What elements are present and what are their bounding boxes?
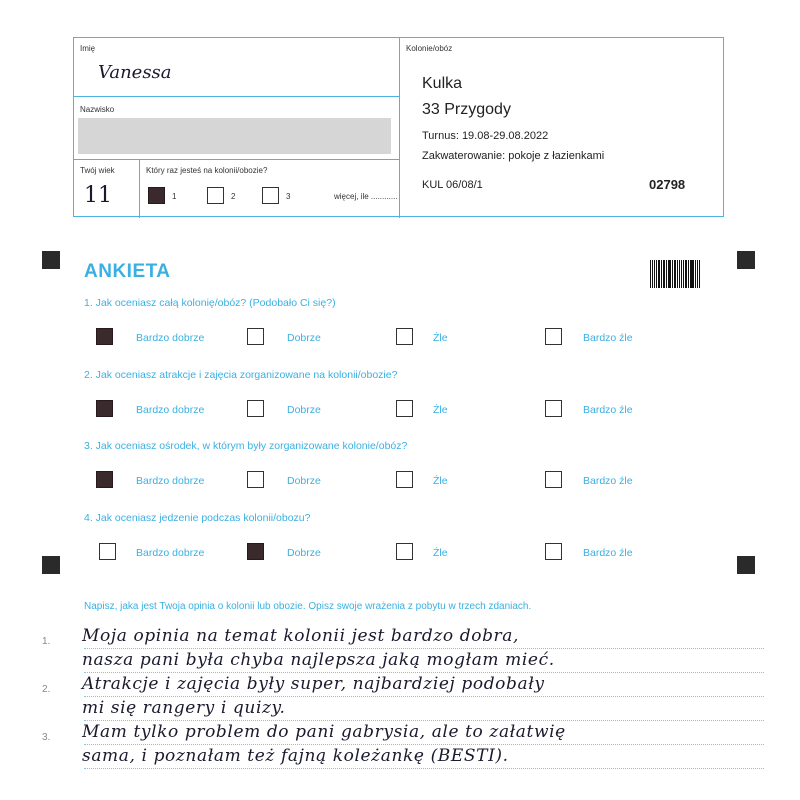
- barcode-bar: [695, 260, 696, 288]
- q1-option-zle: Źle: [433, 332, 448, 344]
- barcode-bar: [650, 260, 651, 288]
- barcode-bar: [699, 260, 700, 288]
- ktory-option-3: 3: [286, 192, 291, 201]
- line-number-3: 3.: [42, 732, 51, 743]
- answer-line: [84, 720, 764, 721]
- ktory-other[interactable]: więcej, ile ............: [334, 192, 398, 201]
- barcode-bar: [690, 260, 691, 288]
- q3-checkbox-bardzo-zle[interactable]: [545, 471, 562, 488]
- q1-option-dobrze: Dobrze: [287, 332, 321, 344]
- header-form: [73, 37, 724, 217]
- q3-checkbox-zle[interactable]: [396, 471, 413, 488]
- zakwaterowanie: Zakwaterowanie: pokoje z łazienkami: [422, 150, 605, 162]
- barcode-bar: [688, 260, 689, 288]
- handwritten-line-2[interactable]: nasza pani była chyba najlepsza jaką mogłam mieć.: [82, 650, 555, 670]
- q3-checkbox-bardzo-dobrze[interactable]: [96, 471, 113, 488]
- line-number-1: 1.: [42, 636, 51, 647]
- ktory-checkbox-2[interactable]: [207, 187, 224, 204]
- handwritten-line-4[interactable]: mi się rangery i quizy.: [82, 698, 286, 718]
- q3-checkbox-dobrze[interactable]: [247, 471, 264, 488]
- registration-mark-top-right: [737, 251, 755, 269]
- barcode-bar: [652, 260, 654, 288]
- answer-line: [84, 672, 764, 673]
- barcode-bar: [666, 260, 667, 288]
- kolonia-code: KUL 06/08/1: [422, 179, 483, 191]
- question-4: 4. Jak oceniasz jedzenie podczas kolonii/obozu?: [84, 512, 311, 524]
- ktory-option-1: 1: [172, 192, 177, 201]
- q2-checkbox-bardzo-dobrze[interactable]: [96, 400, 113, 417]
- ktory-checkbox-1[interactable]: [148, 187, 165, 204]
- q1-option-bardzo-dobrze: Bardzo dobrze: [136, 332, 205, 344]
- line-number-2: 2.: [42, 684, 51, 695]
- q2-option-bardzo-zle: Bardzo źle: [583, 404, 633, 416]
- q3-option-zle: Źle: [433, 475, 448, 487]
- q4-option-bardzo-zle: Bardzo źle: [583, 547, 633, 559]
- answer-line: [84, 744, 764, 745]
- turnus: Turnus: 19.08-29.08.2022: [422, 130, 549, 142]
- barcode-bar: [658, 260, 660, 288]
- q1-checkbox-zle[interactable]: [396, 328, 413, 345]
- nazwisko-label: Nazwisko: [80, 105, 115, 114]
- survey-title: ANKIETA: [84, 261, 171, 282]
- ktory-option-2: 2: [231, 192, 236, 201]
- q4-checkbox-bardzo-zle[interactable]: [545, 543, 562, 560]
- barcode-bar: [674, 260, 676, 288]
- answer-line: [84, 768, 764, 769]
- opinion-prompt: Napisz, jaka jest Twoja opinia o kolonii lub obozie. Opisz swoje wrażenia z pobytu w trzech zdaniach.: [84, 601, 532, 612]
- q2-checkbox-zle[interactable]: [396, 400, 413, 417]
- q1-checkbox-dobrze[interactable]: [247, 328, 264, 345]
- registration-mark-bottom-left: [42, 556, 60, 574]
- barcode-bar: [661, 260, 662, 288]
- q3-option-bardzo-dobrze: Bardzo dobrze: [136, 475, 205, 487]
- ktory-checkbox-3[interactable]: [262, 187, 279, 204]
- ktory-cell: [140, 160, 400, 218]
- barcode-bar: [685, 260, 687, 288]
- handwritten-line-1[interactable]: Moja opinia na temat kolonii jest bardzo dobra,: [82, 626, 520, 646]
- barcode-bar: [669, 260, 671, 288]
- barcode-bar: [691, 260, 693, 288]
- question-2: 2. Jak oceniasz atrakcje i zajęcia zorganizowane na kolonii/obozie?: [84, 369, 398, 381]
- q4-checkbox-dobrze[interactable]: [247, 543, 264, 560]
- q2-checkbox-dobrze[interactable]: [247, 400, 264, 417]
- imie-value[interactable]: Vanessa: [98, 62, 172, 83]
- handwritten-line-3[interactable]: Atrakcje i zajęcia były super, najbardziej podobały: [82, 674, 545, 694]
- kolonia-name: Kulka: [422, 75, 463, 92]
- q3-option-dobrze: Dobrze: [287, 475, 321, 487]
- q2-option-zle: Źle: [433, 404, 448, 416]
- kolonia-subtitle: 33 Przygody: [422, 101, 511, 118]
- q1-checkbox-bardzo-dobrze[interactable]: [96, 328, 113, 345]
- q1-checkbox-bardzo-zle[interactable]: [545, 328, 562, 345]
- kolonia-cell: [400, 38, 725, 218]
- q4-option-dobrze: Dobrze: [287, 547, 321, 559]
- registration-mark-bottom-right: [737, 556, 755, 574]
- barcode-bar: [679, 260, 680, 288]
- q4-option-zle: Źle: [433, 547, 448, 559]
- registration-mark-top-left: [42, 251, 60, 269]
- q2-option-dobrze: Dobrze: [287, 404, 321, 416]
- barcode-bar: [663, 260, 665, 288]
- answer-line: [84, 648, 764, 649]
- barcode-bar: [672, 260, 673, 288]
- wiek-label: Twój wiek: [80, 166, 115, 175]
- kolonia-label: Kolonie/obóz: [406, 44, 453, 53]
- handwritten-line-5[interactable]: Mam tylko problem do pani gabrysia, ale to załatwię: [82, 722, 566, 742]
- question-1: 1. Jak oceniasz całą kolonię/obóz? (Podobało Ci się?): [84, 297, 336, 309]
- imie-label: Imię: [80, 44, 96, 53]
- barcode-bar: [654, 260, 655, 288]
- wiek-cell: [74, 160, 140, 218]
- q2-checkbox-bardzo-zle[interactable]: [545, 400, 562, 417]
- answer-line: [84, 696, 764, 697]
- q4-checkbox-bardzo-dobrze[interactable]: [99, 543, 116, 560]
- q4-option-bardzo-dobrze: Bardzo dobrze: [136, 547, 205, 559]
- nazwisko-cell: [74, 97, 400, 160]
- barcode-bar: [697, 260, 699, 288]
- barcode-bar: [683, 260, 684, 288]
- barcode-bar: [668, 260, 669, 288]
- q3-option-bardzo-zle: Bardzo źle: [583, 475, 633, 487]
- q2-option-bardzo-dobrze: Bardzo dobrze: [136, 404, 205, 416]
- barcode: [650, 260, 700, 288]
- question-3: 3. Jak oceniasz ośrodek, w którym były zorganizowane kolonie/obóz?: [84, 440, 408, 452]
- imie-cell: [74, 38, 400, 97]
- handwritten-line-6[interactable]: sama, i poznałam też fajną koleżankę (BESTI).: [82, 746, 509, 766]
- ktory-label: Który raz jesteś na kolonii/obozie?: [146, 166, 268, 175]
- barcode-bar: [681, 260, 683, 288]
- barcode-bar: [677, 260, 678, 288]
- nazwisko-redaction: [78, 118, 391, 154]
- q4-checkbox-zle[interactable]: [396, 543, 413, 560]
- barcode-bar: [656, 260, 657, 288]
- form-number: 02798: [649, 177, 686, 192]
- q1-option-bardzo-zle: Bardzo źle: [583, 332, 633, 344]
- wiek-value[interactable]: 11: [84, 183, 112, 208]
